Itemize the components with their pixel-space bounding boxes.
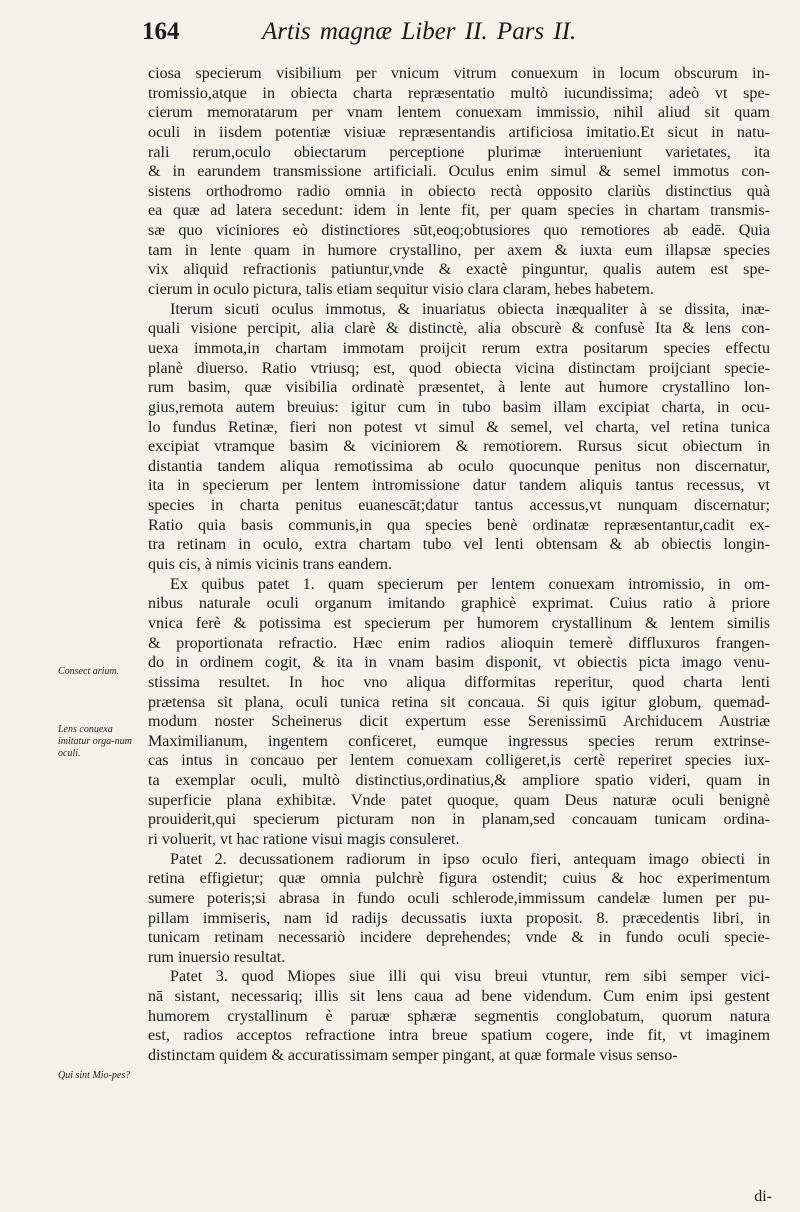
- margin-note: Lens conuexa imitatur orga-num oculi.: [58, 724, 132, 759]
- text-line: vix aliquid refractionis patiuntur,vnde & exactè pinguntur, qualis autem est spe-: [148, 261, 770, 279]
- text-line: ciosa specierum visibilium per vnicum vitrum conuexum in locum obscurum in-: [148, 65, 770, 82]
- text-line: cas intus in concauo per lentem conuexam colligeret,is certè reperiret species iux-: [148, 752, 770, 770]
- text-line: vnica ferè & potissima est specierum per humorem crystallinum & lentem similis: [148, 614, 770, 632]
- text-line: & proportionata refractio. Hæc enim radios alioquin temerè diffluxuros frangen-: [148, 634, 770, 652]
- text-line: Ex quibus patet 1. quam specierum per lentem conuexam intromissio, in om-: [170, 575, 770, 593]
- text-line: excipiat vtramque basim & viciniorem & remotiorem. Rursus sicut obiectum in: [148, 438, 770, 456]
- text-line: humorem crystallinum è paruæ sphæræ segmentis conglobatum, quorum natura: [148, 1007, 770, 1025]
- page-number: 164: [142, 18, 180, 45]
- text-line: tunicam retinam necessariò incidere deprehendes; vnde & in fundo oculi specie-: [148, 929, 770, 947]
- running-title: Artis magnæ Liber II. Pars II.: [262, 18, 577, 45]
- text-line: modum noster Scheinerus dicit expertum esse Serenissimū Archiducem Austriæ: [148, 713, 770, 731]
- text-line: Maximilianum, ingentem conficeret, eumque ingressus species rerum extrinse-: [148, 732, 770, 750]
- text-line: nibus naturale oculi organum imitando graphicè exprimat. Cuius ratio à priore: [148, 595, 770, 613]
- text-line: gius,remota autem breuius: igitur cum in tubo basim illam excipiat charta, in ocu-: [148, 398, 770, 416]
- text-line: tam in lente quam in humore crystallino, per axem & iuxta eum illapsæ species: [148, 241, 770, 259]
- text-line: nā sistant, necessariq; illis sit lens caua ad bene videndum. Cum enim ipsi gestent: [148, 988, 770, 1006]
- text-line: & in earundem transmissione artificiali. Oculus enim simul & semel immotus con-: [148, 163, 770, 181]
- text-line: ri voluerit, vt hac ratione visui magis consuleret.: [148, 830, 460, 848]
- text-line: prouiderit,qui specierum picturam non in planam,sed concauam tunicam ordina-: [148, 811, 770, 829]
- text-line: lo fundus Retinæ, fieri non potest vt simul & semel, vel charta, vel retina tunica: [148, 418, 770, 436]
- page-header: [142, 18, 672, 62]
- text-line: oculi in iisdem potentiæ visiuæ repræsentandis artificiosa imitatio.Et sicut in natu-: [148, 123, 770, 141]
- text-line: retina effigietur; quæ omnia pulchrè figura ostendit; cuius & hoc experimentum: [148, 870, 770, 888]
- text-line: ea quæ ad latera secedunt: idem in lente fit, per quam species in chartam transmis-: [148, 202, 770, 220]
- text-line: species in charta penitus euanescāt;datur tantus accessus,vt nunquam discernatur;: [148, 497, 770, 515]
- text-line: distantia tandem aliqua remotissima ab oculo quocunque penitus non discernatur,: [148, 457, 770, 475]
- text-line: prætensa sit plana, oculi tunica retina sit concaua. Si quis igitur globum, quemad-: [148, 693, 770, 711]
- margin-note: Consect arium.: [58, 666, 120, 677]
- text-line: rum basim, quæ visibilia ordinatè præsentet, à lente aut humore crystallino lon-: [148, 379, 770, 397]
- text-line: Patet 2. decussationem radiorum in ipso oculo fieri, antequam imago obiecti in: [170, 850, 770, 868]
- text-line: do in ordinem cogit, & ita in vnam basim disponit, vt obiectis picta imago venu-: [148, 654, 770, 672]
- text-line: superficie plana exhibitæ. Vnde patet quoque, quam Deus naturæ oculi benignè: [148, 791, 770, 809]
- text-line: cierum in oculo pictura, talis etiam sequitur visio clara claram, hebes habetem.: [148, 281, 654, 299]
- text-line: rali rerum,oculo obiectarum perceptione plurimæ interueniunt varietates, ita: [148, 143, 770, 161]
- text-line: ta exemplar oculi, multò distinctius,ordinatius,& ampliore spatio videri, quam in: [148, 772, 770, 790]
- text-line: Patet 3. quod Miopes siue illi qui visu breui vtuntur, rem sibi semper vici-: [170, 968, 770, 986]
- text-line: stissima resultet. In hoc vno aliqua difformitas reperitur, quod charta lenti: [148, 673, 770, 691]
- catchword: di-: [754, 1188, 772, 1205]
- text-line: ita in specierum per lentem intromissione datur tandem aliquis tantus recessus, vt: [148, 477, 770, 495]
- text-line: cierum memoratarum per vnam lentem conuexam immissio, nihil aliud sit quam: [148, 104, 770, 122]
- text-line: est, radios acceptos refractione intra breue spatium cogere, inde fit, vt imaginem: [148, 1027, 770, 1045]
- margin-note: Qui sint Mio-pes?: [58, 1070, 131, 1081]
- text-line: tra retinam in oculo, extra chartam tubo vel lenti obtensam & ab obiectis longin-: [148, 536, 770, 554]
- text-line: distinctam quidem & accuratissimam semper pingant, at quæ formale visus senso-: [148, 1047, 678, 1065]
- text-line: sumere poteris;si abrasa in fundo oculi schlerode,immissum candelæ lumen per pu-: [148, 889, 770, 907]
- text-line: rum inuersio resultat.: [148, 948, 286, 966]
- text-line: Ratio quia basis communis,in qua species benè ordinatæ repræsentantur,cadit ex-: [148, 516, 770, 534]
- body-text: [148, 64, 770, 1066]
- text-line: Iterum sicuti oculus immotus, & inuariatus obiecta inæqualiter à se dissita, inæ-: [170, 300, 770, 318]
- text-line: tromissio,atque in obiecta charta repræsentatio multò iucundissima; adeò vt spe-: [148, 84, 770, 102]
- text-line: uexa immota,in chartam immotam proijcit rerum extra positarum species effectu: [148, 339, 770, 357]
- text-line: planè diuerso. Ratio vtriusq; est, quod obiecta vicina distinctam proijciant specie-: [148, 359, 770, 377]
- text-line: pillam immiseris, nam id radijs decussatis iuxta proposit. 8. præcedentis libri, in: [148, 909, 770, 927]
- text-line: sistens orthodromo radio omnia in obiecto rectà opposito clariùs distinctius quà: [148, 182, 770, 200]
- text-line: quis cis, à nimis vicinis trans eandem.: [148, 556, 393, 574]
- text-line: quali visione percipit, alia clarè & distinctè, alia obscurè & confusè Ita & lens con-: [148, 320, 770, 338]
- text-line: sæ quo viciniores eò distinctiores sūt,eoq;obtusiores quo remotiores ab eadē. Quia: [148, 222, 770, 240]
